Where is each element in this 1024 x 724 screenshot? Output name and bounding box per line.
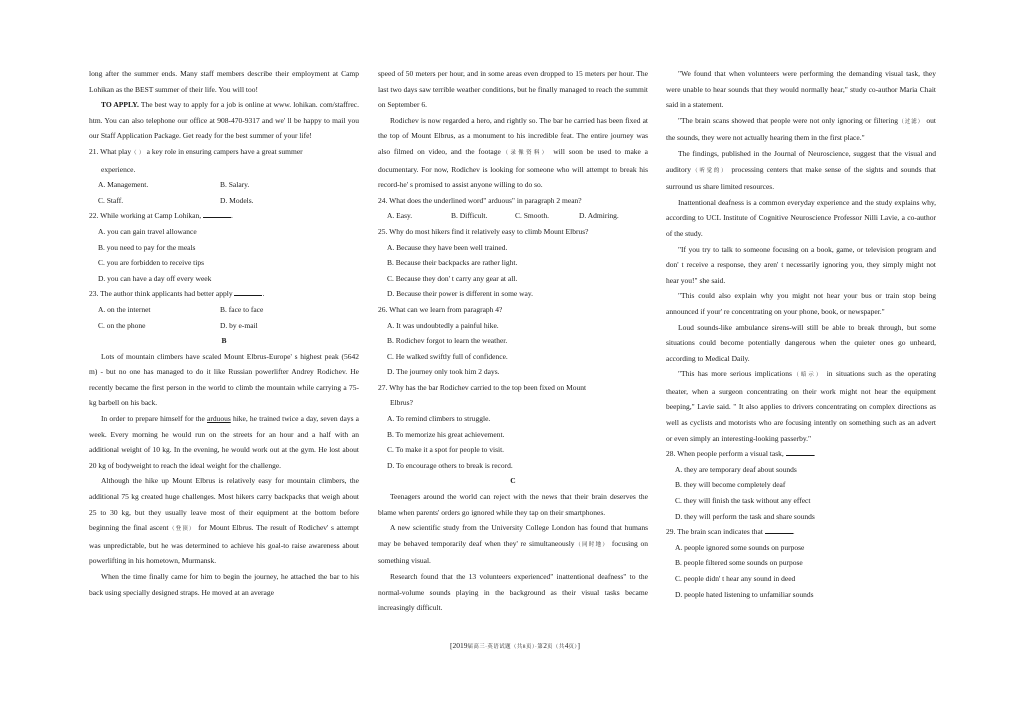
paragraph — [666, 113, 936, 146]
question-27 — [378, 380, 648, 411]
text: "This has more serious implications — [678, 369, 792, 379]
question-29 — [666, 524, 936, 540]
text: Rodichev is now regarded a hero, and rightly so. The bar he carried has been fixed at the top of Mount Elbrus, as a monument to his incredible feat. The entire journey was also filmed on video, and the footage — [378, 115, 648, 156]
answer-blank — [786, 447, 816, 459]
footer-page-number: 2 — [543, 641, 547, 650]
option-b[interactable]: B. they will become completely deaf — [675, 480, 786, 490]
option-a[interactable]: A. on the internet — [98, 304, 151, 314]
paragraph: "We found that when volunteers were performing the demanding visual task, they were unable to hear sounds that they would normally hear," study co-author Maria Chait said in a statement. — [666, 69, 936, 110]
question-stem: 23. The author think applicants had better apply — [89, 289, 233, 299]
option-a[interactable]: A. you can gain travel allowance — [98, 226, 197, 236]
option-d[interactable]: D. The journey only took him 2 days. — [387, 367, 500, 377]
question-26: 26. What can we learn from paragraph 4? — [378, 304, 503, 314]
paragraph: Teenagers around the world can reject with the news that their brain deserves the blame when parents' orders go ignored while they tap on their smartphones. — [378, 492, 648, 517]
paragraph: Loud sounds-like ambulance sirens-will still be able to break through, but some situations could become potentially dangerous when the quieter ones go unheard, according to Medical Daily. — [666, 322, 936, 363]
option-b[interactable]: B. To memorize his great achievement. — [387, 429, 505, 439]
paragraph: When the time finally came for him to begin the journey, he attached the bar to his back using specially designed straps. He moved at an average — [89, 572, 359, 597]
options-row — [378, 208, 648, 224]
gloss-note: （ ） — [131, 149, 145, 156]
option-c[interactable]: C. Smooth. — [515, 211, 549, 221]
punctuation: . — [813, 449, 816, 459]
column-2 — [378, 66, 648, 616]
option-b[interactable]: B. Difficult. — [451, 211, 488, 221]
paragraph: Lots of mountain climbers have scaled Mount Elbrus-Europe' s highest peak (5642 m) - but no one has managed to do it like Russian powerlifter Andrey Rodichev. He recently became the first person in the world to climb the mountain while carrying a 75-kg barbell on his back. — [89, 351, 359, 408]
section-heading-c: C — [510, 476, 516, 486]
answer-blank — [765, 525, 795, 537]
question-stem-cont: Elbrus? — [390, 398, 413, 408]
text: The findings, published in the Journal of Neuroscience, suggest that the visual and auditory — [666, 148, 936, 174]
option-d[interactable]: D. people hated listening to unfamiliar sounds — [675, 589, 814, 599]
question-stem: 27. Why has the bar Rodichev carried to the top been fixed on Mount — [378, 382, 587, 392]
apply-text: The best way to apply for a job is online at www. lohikan. com/staffrec. htm. You can also telephone our office at 908-470-9317 and we' ll be happy to mail you our Staff Application Package. Get ready for the best summer of your life! — [89, 100, 359, 141]
option-a[interactable]: A. It was undoubtedly a painful hike. — [387, 320, 499, 330]
paragraph: long after the summer ends. Many staff members describe their employment at Camp Lohikan as the BEST summer of their life. You will too! — [89, 69, 359, 94]
text: will soon be used to make a documentary. For now, Rodichev is looking for someone who will attempt to break his record-he' s promised to assist anyone willing to do so. — [378, 146, 648, 190]
paragraph — [378, 113, 648, 193]
gloss-note: （登顶） — [168, 526, 196, 533]
text: "The brain scans showed that people were not only ignoring or filtering — [678, 115, 898, 125]
text: out the sounds, they were not actually hearing them in the first place." — [666, 115, 936, 143]
gloss-note: （暗示） — [791, 372, 824, 379]
option-d[interactable]: D. Admiring. — [579, 211, 619, 221]
question-21 — [89, 144, 359, 177]
question-stem-cont: experience. — [101, 164, 136, 174]
question-stem: a key role in ensuring campers have a great summer — [146, 146, 303, 156]
paragraph: "If you try to talk to someone focusing on a book, game, or television program and don' t receive a response, they aren' t necessarily ignoring you, they simply might not hear you!" she said. — [666, 244, 936, 285]
gloss-note: （录像资料） — [500, 149, 550, 156]
question-24: 24. What does the underlined word" arduous" in paragraph 2 mean? — [378, 195, 582, 205]
answer-blank — [203, 209, 233, 221]
paragraph — [378, 520, 648, 569]
footer-year: 2019 — [452, 641, 468, 650]
options-row — [89, 193, 359, 209]
option-b[interactable]: B. people filtered some sounds on purpose — [675, 558, 803, 568]
text: In order to prepare himself for the — [101, 414, 208, 424]
options-row — [89, 302, 359, 318]
text: for Mount Elbrus. The result of Rodichev' s attempt was unpredictable, but he was determined to achieve his goal-to raise awareness about powerlifting in his hometown, Murmansk. — [89, 523, 359, 566]
question-stem: 28. When people perform a visual task, — [666, 449, 784, 459]
option-a[interactable]: A. people ignored some sounds on purpose — [675, 542, 805, 552]
option-c[interactable]: C. they will finish the task without any effect — [675, 496, 811, 506]
options-row — [89, 318, 359, 334]
text: in situations such as the operating theater, when a surgeon concentrating on their work might not hear the equipment beeping," Lavie said. " It also applies to drivers concentrating on complex directions as well as cyclists and motorists who are focusing intently on something such as an advert or even simply an interesting-looking passerby." — [666, 369, 936, 443]
question-22 — [89, 208, 359, 224]
option-c[interactable]: C. you are forbidden to receive tips — [98, 258, 205, 268]
option-c[interactable]: C. Staff. — [98, 195, 124, 205]
paragraph: Research found that the 13 volunteers experienced" inattentional deafness" to the normal-volume sounds playing in the background as their visual tasks became increasingly difficult. — [378, 572, 648, 613]
underlined-word: arduous — [207, 414, 231, 424]
footer-total-pages: 4 — [564, 641, 569, 650]
option-b[interactable]: B. Salary. — [220, 180, 250, 190]
option-a[interactable]: A. Because they have been well trained. — [387, 242, 508, 252]
text: focusing on something visual. — [378, 538, 648, 566]
question-23 — [89, 286, 359, 302]
option-c[interactable]: C. Because they don' t carry any gear at all. — [387, 273, 518, 283]
paragraph — [89, 473, 359, 569]
option-b[interactable]: B. face to face — [220, 304, 264, 314]
option-c[interactable]: C. people didn' t hear any sound in deed — [675, 574, 796, 583]
apply-lead: TO APPLY. — [101, 100, 139, 110]
gloss-note: （同时地） — [574, 541, 610, 548]
option-d[interactable]: D. Because their power is different in some way. — [387, 289, 533, 299]
option-a[interactable]: A. To remind climbers to struggle. — [387, 414, 491, 424]
option-c[interactable]: C. To make it a spot for people to visit. — [387, 445, 505, 455]
question-28 — [666, 446, 936, 462]
option-c[interactable]: C. on the phone — [98, 320, 146, 330]
column-3 — [666, 66, 936, 602]
footer-label: 页） — [568, 644, 578, 650]
footer-label: 页（共 — [547, 644, 565, 650]
options-row — [89, 177, 359, 193]
paragraph — [666, 146, 936, 195]
option-a[interactable]: A. Easy. — [387, 211, 413, 221]
paragraph: Inattentional deafness is a common everyday experience and the study explains why, according to UCL Institute of Cognitive Neuroscience Professor Nilli Lavie, a co-author of the study. — [666, 197, 936, 238]
punctuation: . — [262, 289, 265, 299]
gloss-note: （听觉的） — [691, 167, 729, 174]
option-b[interactable]: B. you need to pay for the meals — [98, 242, 196, 252]
text: Although the hike up Mount Elbrus is relatively easy for mountain climbers, the additional 75 kg created huge challenges. Most hikers carry backpacks that weigh about 25 to 30 kg, but they usually leave most of their equipment at the bottom before beginning the final ascent — [89, 476, 359, 533]
paragraph: "This could also explain why you might not hear your bus or train stop being announced if your' re concentrating on your phone, book, or newspaper." — [666, 291, 936, 316]
option-d[interactable]: D. by e-mail — [220, 320, 258, 330]
question-stem: 29. The brain scan indicates that — [666, 527, 763, 537]
text: hike, he trained twice a day, seven days a week. Every morning he would run on the streets for an hour and a half with an additional weight of 10 kg. In the evening, he would work out at the gym. He lost about 20 kg of bodyweight to reach the ideal weight for the challenge. — [89, 414, 359, 470]
question-stem: 21. What play — [89, 146, 132, 156]
gloss-note: （过滤） — [897, 118, 925, 125]
page-footer — [380, 641, 650, 652]
paragraph: speed of 50 meters per hour, and in some areas even dropped to 15 meters per hour. The last two days saw terrible weather conditions, but he finally managed to reach the summit on September 6. — [378, 69, 648, 110]
option-d[interactable]: D. you can have a day off every week — [98, 273, 212, 283]
punctuation: . — [792, 527, 795, 537]
option-d[interactable]: D. To encourage others to break is record. — [387, 460, 513, 470]
paragraph — [89, 411, 359, 473]
apply-paragraph — [89, 97, 359, 144]
paragraph — [666, 366, 936, 446]
option-d[interactable]: D. Models. — [220, 195, 254, 205]
option-d[interactable]: D. they will perform the task and share sounds — [675, 511, 815, 521]
text: A new scientific study from the University College London has found that humans may be behaved temporarily deaf when they' re simultaneously — [378, 523, 648, 548]
punctuation: . — [231, 211, 233, 221]
option-b[interactable]: B. Because their backpacks are rather light. — [387, 258, 518, 268]
question-stem: 22. While working at Camp Lohikan, — [89, 211, 202, 221]
text: processing centers that make sense of the sights and sounds that surround us share limited resources. — [666, 164, 936, 192]
footer-label: 届高三·英语试题（共8页）·第 — [467, 644, 544, 650]
column-1 — [89, 66, 359, 600]
question-25: 25. Why do most hikers find it relatively easy to climb Mount Elbrus? — [378, 226, 589, 236]
bracket: ] — [577, 641, 581, 650]
option-a[interactable]: A. Management. — [98, 180, 149, 190]
answer-blank — [234, 287, 265, 299]
option-c[interactable]: C. He walked swiftly full of confidence. — [387, 351, 508, 361]
option-b[interactable]: B. Rodichev forgot to learn the weather. — [387, 336, 508, 346]
bracket: [ — [449, 641, 453, 650]
option-a[interactable]: A. they are temporary deaf about sounds — [675, 464, 797, 474]
section-heading-b: B — [221, 336, 227, 346]
